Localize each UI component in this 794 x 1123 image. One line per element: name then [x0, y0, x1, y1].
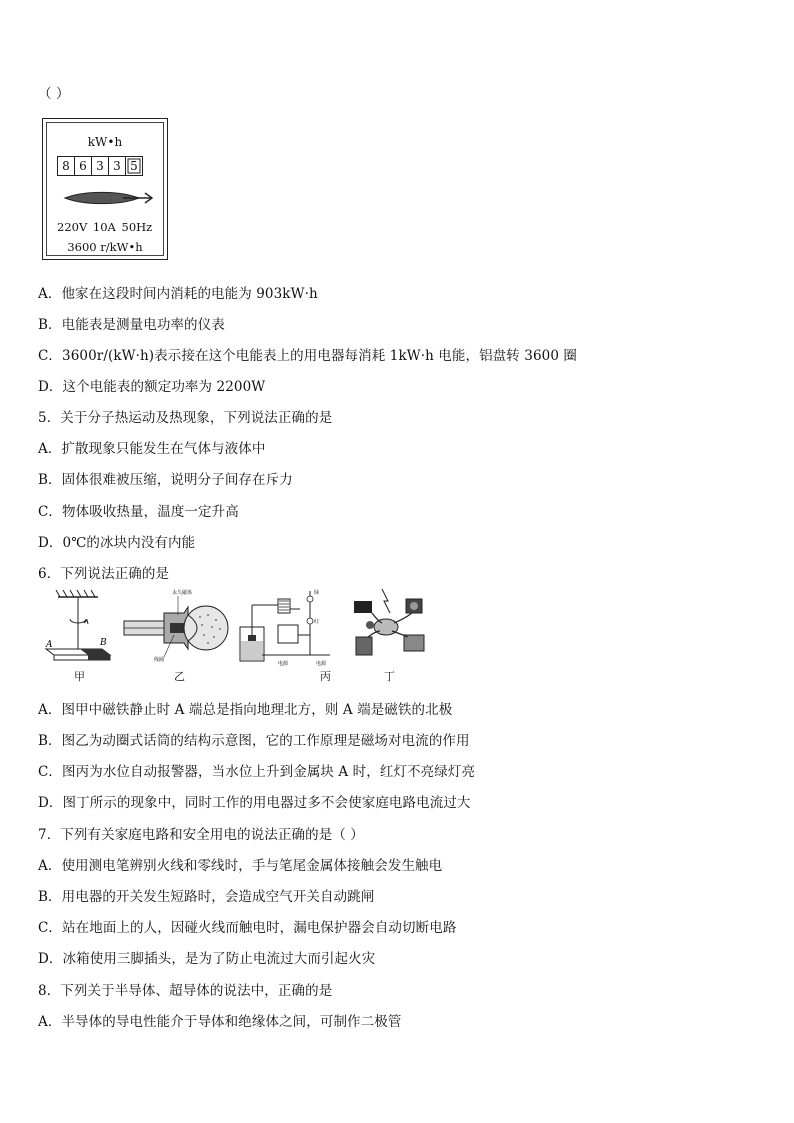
meter-digits: [57, 156, 142, 176]
q7-option-d: D．冰箱使用三脚插头，是为了防止电流过大而引起火灾: [38, 951, 376, 967]
figure-ding-overloaded-socket: [348, 585, 432, 665]
figure-yi-microphone: [122, 585, 232, 667]
meter-digit-3: 3: [91, 156, 109, 176]
q6-option-c: C．图丙为水位自动报警器，当水位上升到金属块 A 时，红灯不亮绿灯亮: [38, 764, 476, 780]
mic-label-coil: 线圈: [154, 657, 165, 663]
caption-bing: 丙: [320, 670, 331, 683]
q6-stem: 6．下列说法正确的是: [38, 566, 170, 582]
meter-revolutions: 3600 r/kW•h: [67, 240, 143, 254]
q7-option-b: B．用电器的开关发生短路时，会造成空气开关自动跳闸: [38, 889, 375, 905]
meter-digit-5: 5: [125, 156, 143, 176]
q4-option-d: D．这个电能表的额定功率为 2200W: [38, 379, 266, 395]
caption-ding: 丁: [384, 670, 395, 683]
q6-option-a: A．图甲中磁铁静止时 A 端总是指向地理北方，则 A 端是磁铁的北极: [38, 702, 453, 718]
q7-option-c: C．站在地面上的人，因碰火线而触电时，漏电保护器会自动切断电路: [38, 920, 457, 936]
meter-digit-4: 3: [108, 156, 126, 176]
q4-option-a: A．他家在这段时间内消耗的电能为 903kW·h: [38, 286, 318, 302]
blank-paren: （ ）: [38, 86, 70, 102]
meter-digit-2: 6: [74, 156, 92, 176]
q6-option-b: B．图乙为动圈式话筒的结构示意图，它的工作原理是磁场对电流的作用: [38, 733, 470, 749]
q8-option-a: A．半导体的导电性能介于导体和绝缘体之间，可制作二极管: [38, 1014, 402, 1030]
figure-jia-suspended-magnet: [40, 585, 120, 667]
mic-label-magnet: 永久磁体: [172, 590, 193, 596]
meter-digit-1: 8: [57, 156, 75, 176]
q5-option-d: D．0℃的冰块内没有内能: [38, 535, 196, 551]
alarm-label-power-1: 电源: [278, 661, 289, 667]
q5-option-a: A．扩散现象只能发生在气体与液体中: [38, 441, 266, 457]
magnet-end-a: A: [46, 640, 53, 650]
alarm-label-red: 红: [314, 619, 320, 625]
q4-option-b: B．电能表是测量电功率的仪表: [38, 317, 225, 333]
electricity-meter-figure: [42, 118, 168, 260]
alarm-label-green: 绿: [314, 590, 320, 596]
q5-stem: 5．关于分子热运动及热现象，下列说法正确的是: [38, 410, 333, 426]
meter-inner-frame: [46, 122, 164, 256]
q4-option-c: C．3600r/(kW·h)表示接在这个电能表上的用电器每消耗 1kW·h 电能，铝盘转 3600 圈: [38, 348, 578, 364]
meter-unit: kW•h: [87, 135, 123, 149]
magnet-end-b: B: [100, 638, 107, 648]
q8-stem: 8．下列关于半导体、超导体的说法中，正确的是: [38, 983, 333, 999]
caption-jia: 甲: [74, 670, 85, 683]
figure-bing-water-level-alarm: [238, 585, 338, 667]
caption-yi: 乙: [174, 670, 185, 683]
meter-specs: 220V 10A 50Hz: [57, 220, 153, 234]
q7-option-a: A．使用测电笔辨别火线和零线时，手与笔尾金属体接触会发生触电: [38, 858, 443, 874]
meter-disc-arrow-icon: [63, 189, 155, 207]
q5-option-b: B．固体很难被压缩，说明分子间存在斥力: [38, 472, 293, 488]
q5-option-c: C．物体吸收热量，温度一定升高: [38, 504, 239, 520]
alarm-label-power-2: 电源: [316, 661, 327, 667]
q6-option-d: D．图丁所示的现象中，同时工作的用电器过多不会使家庭电路电流过大: [38, 795, 471, 811]
q7-stem: 7．下列有关家庭电路和安全用电的说法正确的是（ ）: [38, 827, 364, 843]
